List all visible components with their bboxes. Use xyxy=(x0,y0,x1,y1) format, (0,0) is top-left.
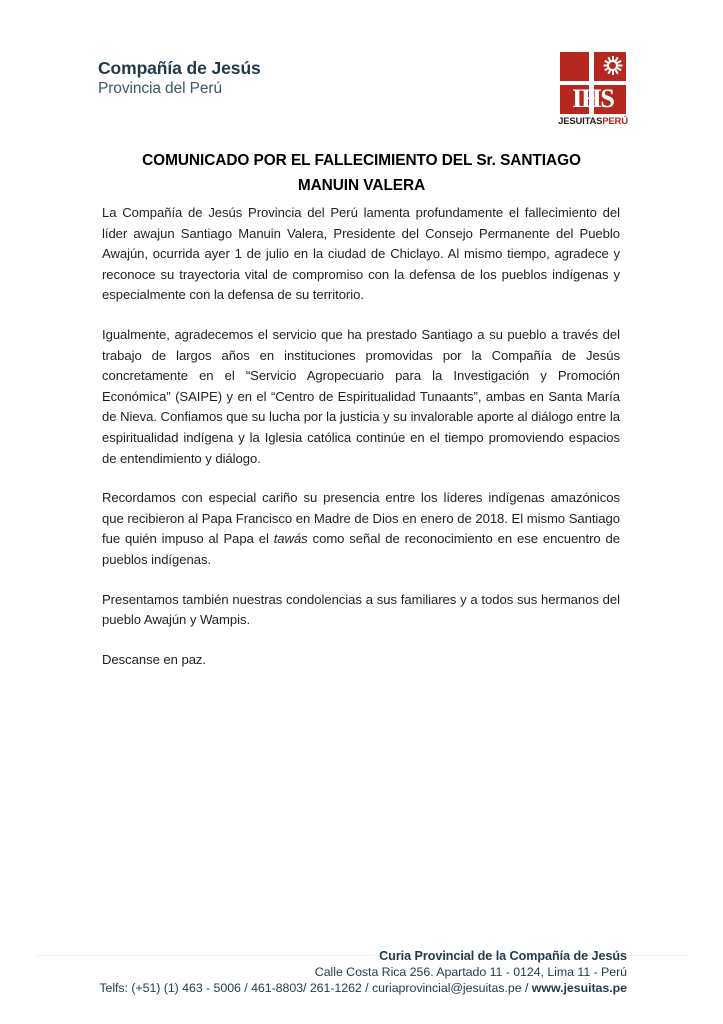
footer-contact xyxy=(0,980,723,996)
paragraph-1: La Compañía de Jesús Provincia del Perú lamenta profundamente el fallecimiento del líder awajun Santiago Manuin Valera, Presidente del Consejo Permanente del Pueblo Awajún, ocurrida ayer 1 de julio en la ciudad de Chiclayo. Al mismo tiempo, agradece y reconoce su trayectoria vital de compromiso con la defensa de los pueblos indígenas y especialmente con la defensa de su territorio. xyxy=(102,205,620,303)
ihs-monogram: IHS xyxy=(572,84,614,113)
letterhead xyxy=(0,52,723,132)
page-title-line-1: COMUNICADO POR EL FALLECIMIENTO DEL Sr. SANTIAGO xyxy=(142,152,581,170)
footer-website-link[interactable]: www.jesuitas.pe xyxy=(531,981,627,995)
province-name: Provincia del Perú xyxy=(98,79,222,97)
jesuitas-peru-logo xyxy=(555,52,631,132)
body-copy xyxy=(102,203,620,670)
logo-caption xyxy=(555,116,631,127)
logo-mark xyxy=(560,52,626,114)
paragraph-3-emphasis: tawás xyxy=(273,531,308,547)
paragraph-2: Igualmente, agradecemos el servicio que ha prestado Santiago a su pueblo a través del trabajo de largos años en instituciones promovidas por la Compañía de Jesús concretamente en el “Servicio Agropecuario para la Investigación y Promoción Económica” (SAIPE) y en el “Centro de Espiritualidad Tunaants”, ambas en Santa María de Nieva. Confiamos que su lucha por la justicia y su invalorable aporte al diálogo entre la espiritualidad indígena y la Iglesia católica continúe en el tiempo promoviendo espacios de entendimiento y diálogo. xyxy=(102,326,620,466)
paragraph-4: Presentamos también nuestras condolencias a sus familiares y a todos sus hermanos del pueblo Awajún y Wampis. xyxy=(102,591,620,628)
paragraph-5: Descanse en paz. xyxy=(102,651,207,667)
page-title-line-2: MANUIN VALERA xyxy=(297,177,426,195)
paragraph-3-part-1: Recordamos con especial cariño su presencia entre los líderes indígenas amazónicos que recibieron al Papa Francisco en Madre de Dios en enero de 2018. El mismo Santiago fue quién impuso al Papa el xyxy=(102,490,620,547)
sun-icon xyxy=(604,57,621,74)
footer-phones-email: Telfs: (+51) (1) 463 - 5006 / 461-8803/ 261-1262 / curiaprovincial@jesuitas.pe / xyxy=(99,981,532,995)
logo-caption-peru: PERÚ xyxy=(602,116,628,127)
logo-caption-jesuitas: JESUITAS xyxy=(558,116,603,127)
organization-name: Compañía de Jesús xyxy=(98,58,261,78)
paragraph-3-part-2: como señal de reconocimiento en ese encuentro de pueblos indígenas. xyxy=(102,531,620,567)
footer-office-name: Curia Provincial de la Compañía de Jesús xyxy=(379,949,627,963)
brand-block xyxy=(98,58,261,98)
page-title xyxy=(100,148,623,198)
logo-quadrant-top-left xyxy=(560,52,589,81)
paragraph-3 xyxy=(102,488,620,570)
footer-address: Calle Costa Rica 256. Apartado 11 - 0124, Lima 11 - Perú xyxy=(314,965,627,979)
footer xyxy=(0,948,723,996)
